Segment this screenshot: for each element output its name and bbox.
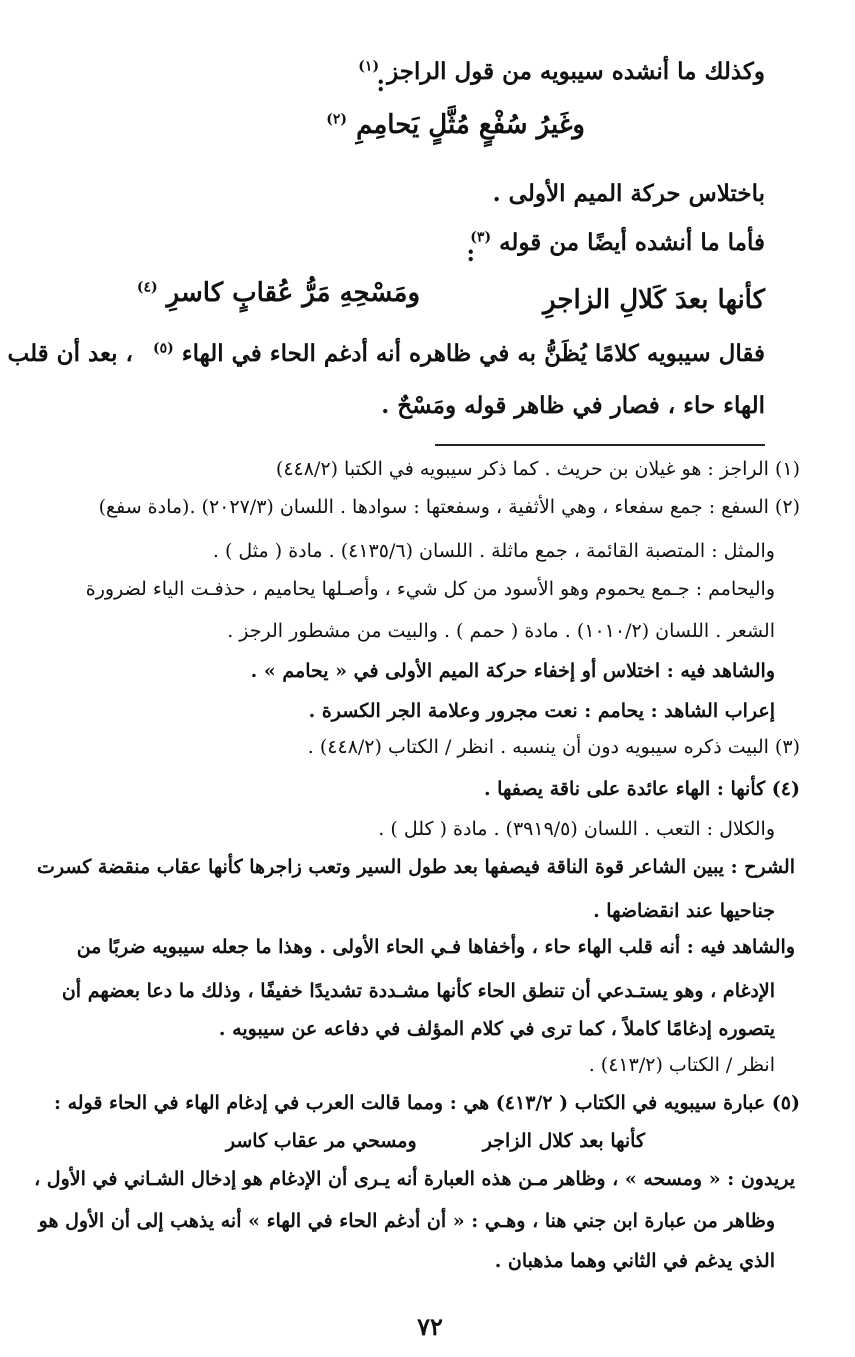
footnote-line: (٣) البيت ذكره سيبويه دون أن ينسبه . انظر / الكتاب (٤٤٨/٢) . <box>307 736 800 758</box>
footnote-line: (١) الراجز : هو غيلان بن حريث . كما ذكر سيبويه في الكتبا (٤٤٨/٢) <box>275 458 800 480</box>
footnote-ref-5: (٥) <box>153 340 174 357</box>
main-line-4-text: فقال سيبويه كلامًا يُظَنُّ به في ظاهره أنه أدغم الحاء في الهاء <box>181 340 765 367</box>
footnote-ref-1: (١) <box>358 58 380 75</box>
footnote-line: انظر / الكتاب (٤١٣/٢) . <box>588 1054 775 1076</box>
footnote-line: الإدغام ، وهو يستـدعي أن تنطق الحاء كأنها مشـددة تشديدًا خفيفًا ، وذلك ما دعا بعضهم أن <box>61 980 775 1002</box>
page-number: ٧٢ <box>417 1312 443 1341</box>
footnote-line: الشرح : يبين الشاعر قوة الناقة فيصفها بعد طول السير وتعب زاجرها كأنها عقاب منقضة كسرت <box>36 856 795 878</box>
footnote-line: كأنها بعد كلال الزاجر ومسحي مر عقاب كاسر <box>225 1130 645 1152</box>
footnote-line: إعراب الشاهد : يحامم : نعت مجرور وعلامة الجر الكسرة . <box>308 700 775 722</box>
footnote-line: والشاهد فيه : اختلاس أو إخفاء حركة الميم الأولى في « يحامم » . <box>250 660 775 682</box>
main-line-1-colon <box>0 70 385 97</box>
main-line-2-text: باختلاس حركة الميم الأولى . <box>492 180 765 207</box>
verse-2-left-text: ومَسْحِهِ مَرُّ عُقابٍ كاسرِ <box>166 278 420 308</box>
footnote-line: يريدون : « ومسحه » ، وظاهر مـن هذه العبارة أنه يـرى أن الإدغام هو إدخال الشـاني في الأول ، <box>34 1168 795 1190</box>
footnote-ref-4: (٤) <box>136 279 158 296</box>
main-line-3-text: فأما ما أنشده أيضًا من قوله <box>499 229 765 256</box>
verse-2-right-text: كأنها بعدَ كَلالِ الزاجرِ <box>543 285 765 315</box>
main-line-2 <box>0 180 765 207</box>
main-line-1-text: وكذلك ما أنشده سيبويه من قول الراجز <box>387 58 765 85</box>
footnote-line: الذي يدغم في الثاني وهما مذهبان . <box>494 1250 775 1272</box>
footnote-line: جناحيها عند انقضاضها . <box>593 900 775 922</box>
footnote-line: الشعر . اللسان (١٠١٠/٢) . مادة ( حمم ) . والبيت من مشطور الرجز . <box>227 620 775 642</box>
footnote-line: يتصوره إدغامًا كاملاً ، كما ترى في كلام المؤلف في دفاعه عن سيبويه . <box>218 1018 775 1040</box>
main-line-4-tail: ، بعد أن قلب <box>7 340 133 367</box>
main-line-3-colon <box>0 240 475 267</box>
footnote-line: (٥) عبارة سيبويه في الكتاب ( ٤١٣/٢) هي : ومما قالت العرب في إدغام الهاء في الحاء قوله : <box>53 1092 800 1114</box>
footnote-separator <box>435 444 765 446</box>
footnote-line: (٤) كأنها : الهاء عائدة على ناقة يصفها . <box>483 778 800 800</box>
footnote-ref-2: (٢) <box>326 111 348 128</box>
footnote-line: والشاهد فيه : أنه قلب الهاء حاء ، وأخفاها فـي الحاء الأولى . وهذا ما جعله سيبويه ضربًا من <box>76 936 795 958</box>
main-line-5 <box>0 392 765 419</box>
footnote-line: واليحامم : جـمع يحموم وهو الأسود من كل شيء ، وأصـلها يحاميم ، حذفـت الياء لضرورة <box>85 578 775 600</box>
verse-1 <box>0 110 585 140</box>
verse-1-text: وغَيرُ سُفْعٍ مُثَّلٍ يَحامِمِ <box>356 110 585 140</box>
footnote-line: والمثل : المتصبة القائمة ، جمع ماثلة . اللسان (٤١٣٥/٦) . مادة ( مثل ) . <box>212 540 775 562</box>
footnote-line: (٢) السفع : جمع سفعاء ، وهي الأثفية ، وسفعتها : سوادها . اللسان (٢٠٢٧/٣) .(مادة سفع) <box>98 496 800 518</box>
verse-2-second-hemistich <box>0 278 420 308</box>
footnote-line: والكلال : التعب . اللسان (٣٩١٩/٥) . مادة ( كلل ) . <box>378 818 775 840</box>
footnote-line: وظاهر من عبارة ابن جني هنا ، وهـي : « أن أدغم الحاء في الهاء » أنه يذهب إلى أن الأول هو <box>38 1210 775 1232</box>
colon: : <box>376 70 385 97</box>
footnote-ref-3: (٣) <box>470 229 492 246</box>
colon: : <box>466 240 475 267</box>
main-line-5-text: الهاء حاء ، فصار في ظاهر قوله ومَسْحٌ . <box>381 392 765 419</box>
main-line-4 <box>0 340 765 367</box>
